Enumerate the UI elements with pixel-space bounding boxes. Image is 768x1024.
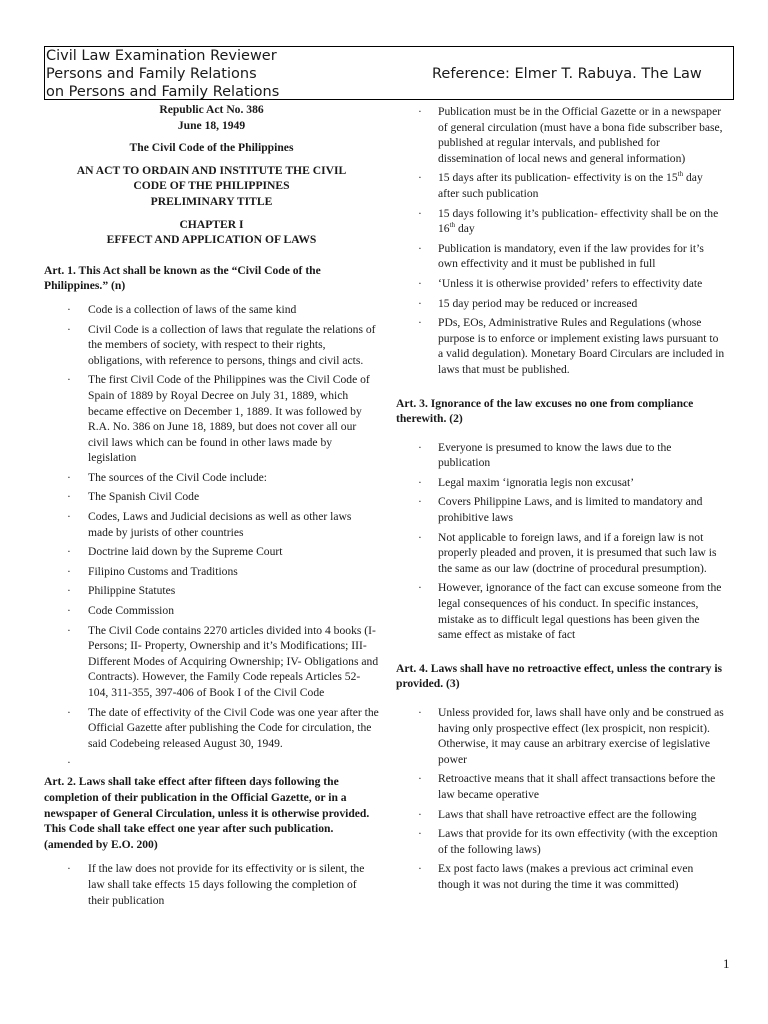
header-title: Civil Law Examination Reviewer: [46, 48, 277, 64]
list-item: · Codes, Laws and Judicial decisions as well as other laws made by jurists of other countries: [44, 509, 379, 540]
list-item: · Filipino Customs and Traditions: [44, 564, 379, 580]
list-item: · Code Commission: [44, 603, 379, 619]
preliminary-title: PRELIMINARY TITLE: [150, 194, 273, 208]
left-column: [44, 100, 379, 912]
right-column: [396, 104, 726, 897]
list-item: · However, ignorance of the fact can excuse someone from the legal consequences of his conduct. In specific instances, mistake as to difficult legal questions has been given the same effect as mistake of fact: [396, 580, 726, 642]
list-item: · Civil Code is a collection of laws that regulate the relations of the members of society, with respect to their rights, obligations, with reference to persons, things and civil acts.: [44, 322, 379, 369]
header-subject: Persons and Family Relations: [46, 66, 257, 82]
ra-number: Republic Act No. 386: [159, 103, 264, 116]
list-item: · Unless provided for, laws shall have only and be construed as having only prospective effect (lex prospicit, non respicit). Otherwise, it may cause an arbitrary exercise of legislative power: [396, 705, 726, 767]
article-2-list: [44, 861, 379, 908]
article-3-list: [396, 440, 726, 643]
list-item: · The first Civil Code of the Philippines was the Civil Code of Spain of 1889 by Royal Decree on July 31, 1889, which became effective on December 1, 1889. It was followed by R.A. No. 386 on June 18, 1889, but does not cover all our civil laws which can be found in other laws made by legislation: [44, 372, 379, 466]
chapter-title: EFFECT AND APPLICATION OF LAWS: [106, 233, 317, 247]
act-title-2: CODE OF THE PHILIPPINES: [133, 179, 290, 193]
list-item-empty: [44, 755, 379, 770]
code-title: The Civil Code of the Philippines: [129, 141, 294, 155]
list-item: · Laws that provide for its own effectivity (with the exception of the following laws): [396, 826, 726, 857]
header-subtitle-row: [46, 65, 733, 83]
list-item: · Code is a collection of laws of the same kind: [44, 302, 379, 318]
list-item: · 15 days following it’s publication- effectivity shall be on the 16th day: [396, 206, 726, 237]
header-reference-cont: on Persons and Family Relations: [46, 84, 280, 100]
list-item: · Philippine Statutes: [44, 583, 379, 599]
list-item: · Everyone is presumed to know the laws due to the publication: [396, 440, 726, 471]
list-item: · Ex post facto laws (makes a previous act criminal even though it was not during the time it was committed): [396, 861, 726, 892]
list-item: · Retroactive means that it shall affect transactions before the law became operative: [396, 771, 726, 802]
act-title-1: AN ACT TO ORDAIN AND INSTITUTE THE CIVIL: [76, 163, 347, 177]
header-reference: Reference: Elmer T. Rabuya. The Law: [432, 66, 702, 82]
list-item: · The sources of the Civil Code include:: [44, 470, 379, 486]
document-header: [44, 46, 734, 100]
list-item: · If the law does not provide for its effectivity or is silent, the law shall take effects 15 days following the completion of their publication: [44, 861, 379, 908]
list-item: · Legal maxim ‘ignoratia legis non excusat’: [396, 475, 726, 491]
article-1-heading: Art. 1. This Act shall be known as the “Civil Code of the Philippines.” (n): [44, 263, 321, 293]
list-item: · 15 day period may be reduced or increased: [396, 296, 726, 312]
list-item: · Doctrine laid down by the Supreme Court: [44, 544, 379, 560]
list-item: · 15 days after its publication- effectivity is on the 15th day after such publication: [396, 170, 726, 201]
article-4-heading: Art. 4. Laws shall have no retroactive effect, unless the contrary is provided. (3): [396, 661, 723, 691]
article-3-heading: Art. 3. Ignorance of the law excuses no one from compliance therewith. (2): [396, 396, 694, 426]
page-number: 1: [723, 956, 730, 971]
article-1-list: [44, 302, 379, 770]
list-item: · Covers Philippine Laws, and is limited to mandatory and prohibitive laws: [396, 494, 726, 525]
list-item: · PDs, EOs, Administrative Rules and Regulations (whose purpose is to enforce or implement existing laws pursuant to a valid degulation). Monetary Board Circulars are included in laws that must be published.: [396, 315, 726, 377]
list-item: · Publication is mandatory, even if the law provides for it’s own effectivity and it must be published in full: [396, 241, 726, 272]
article-2-heading: Art. 2. Laws shall take effect after fifteen days following the completion of their publication in the Official Gazette, or in a newspaper of General Circulation, unless it is otherwise provided. This Code shall take effect one year after such publication. (amended by E.O. 200): [44, 775, 370, 851]
list-item: · The date of effectivity of the Civil Code was one year after the Official Gazette after publishing the Code for circulation, the said Codebeing released August 30, 1949.: [44, 705, 379, 752]
chapter-number: CHAPTER I: [179, 217, 244, 231]
list-item: · The Civil Code contains 2270 articles divided into 4 books (I-Persons; II- Property, Ownership and it’s Modifications; III- Different Modes of Acquiring Ownership; IV- Obligations and Contracts). However, the Family Code repeals Articles 52-104, 311-355, 397-406 of Book I of the Civil Code: [44, 623, 379, 701]
list-item: · Not applicable to foreign laws, and if a foreign law is not properly pleaded and proven, it is presumed that such law is the same as our law (doctrine of procedural presumption).: [396, 530, 726, 577]
list-item: · ‘Unless it is otherwise provided’ refers to effectivity date: [396, 276, 726, 292]
article-2-continued-list: [396, 104, 726, 378]
list-item: · Publication must be in the Official Gazette or in a newspaper of general circulation (must have a bona fide subscriber base, published at regular intervals, and published for dissemination of local news and general information): [396, 104, 726, 166]
list-item: · Laws that shall have retroactive effect are the following: [396, 807, 726, 823]
ra-date: June 18, 1949: [177, 118, 246, 132]
article-4-list: [396, 705, 726, 893]
list-item: · The Spanish Civil Code: [44, 489, 379, 505]
